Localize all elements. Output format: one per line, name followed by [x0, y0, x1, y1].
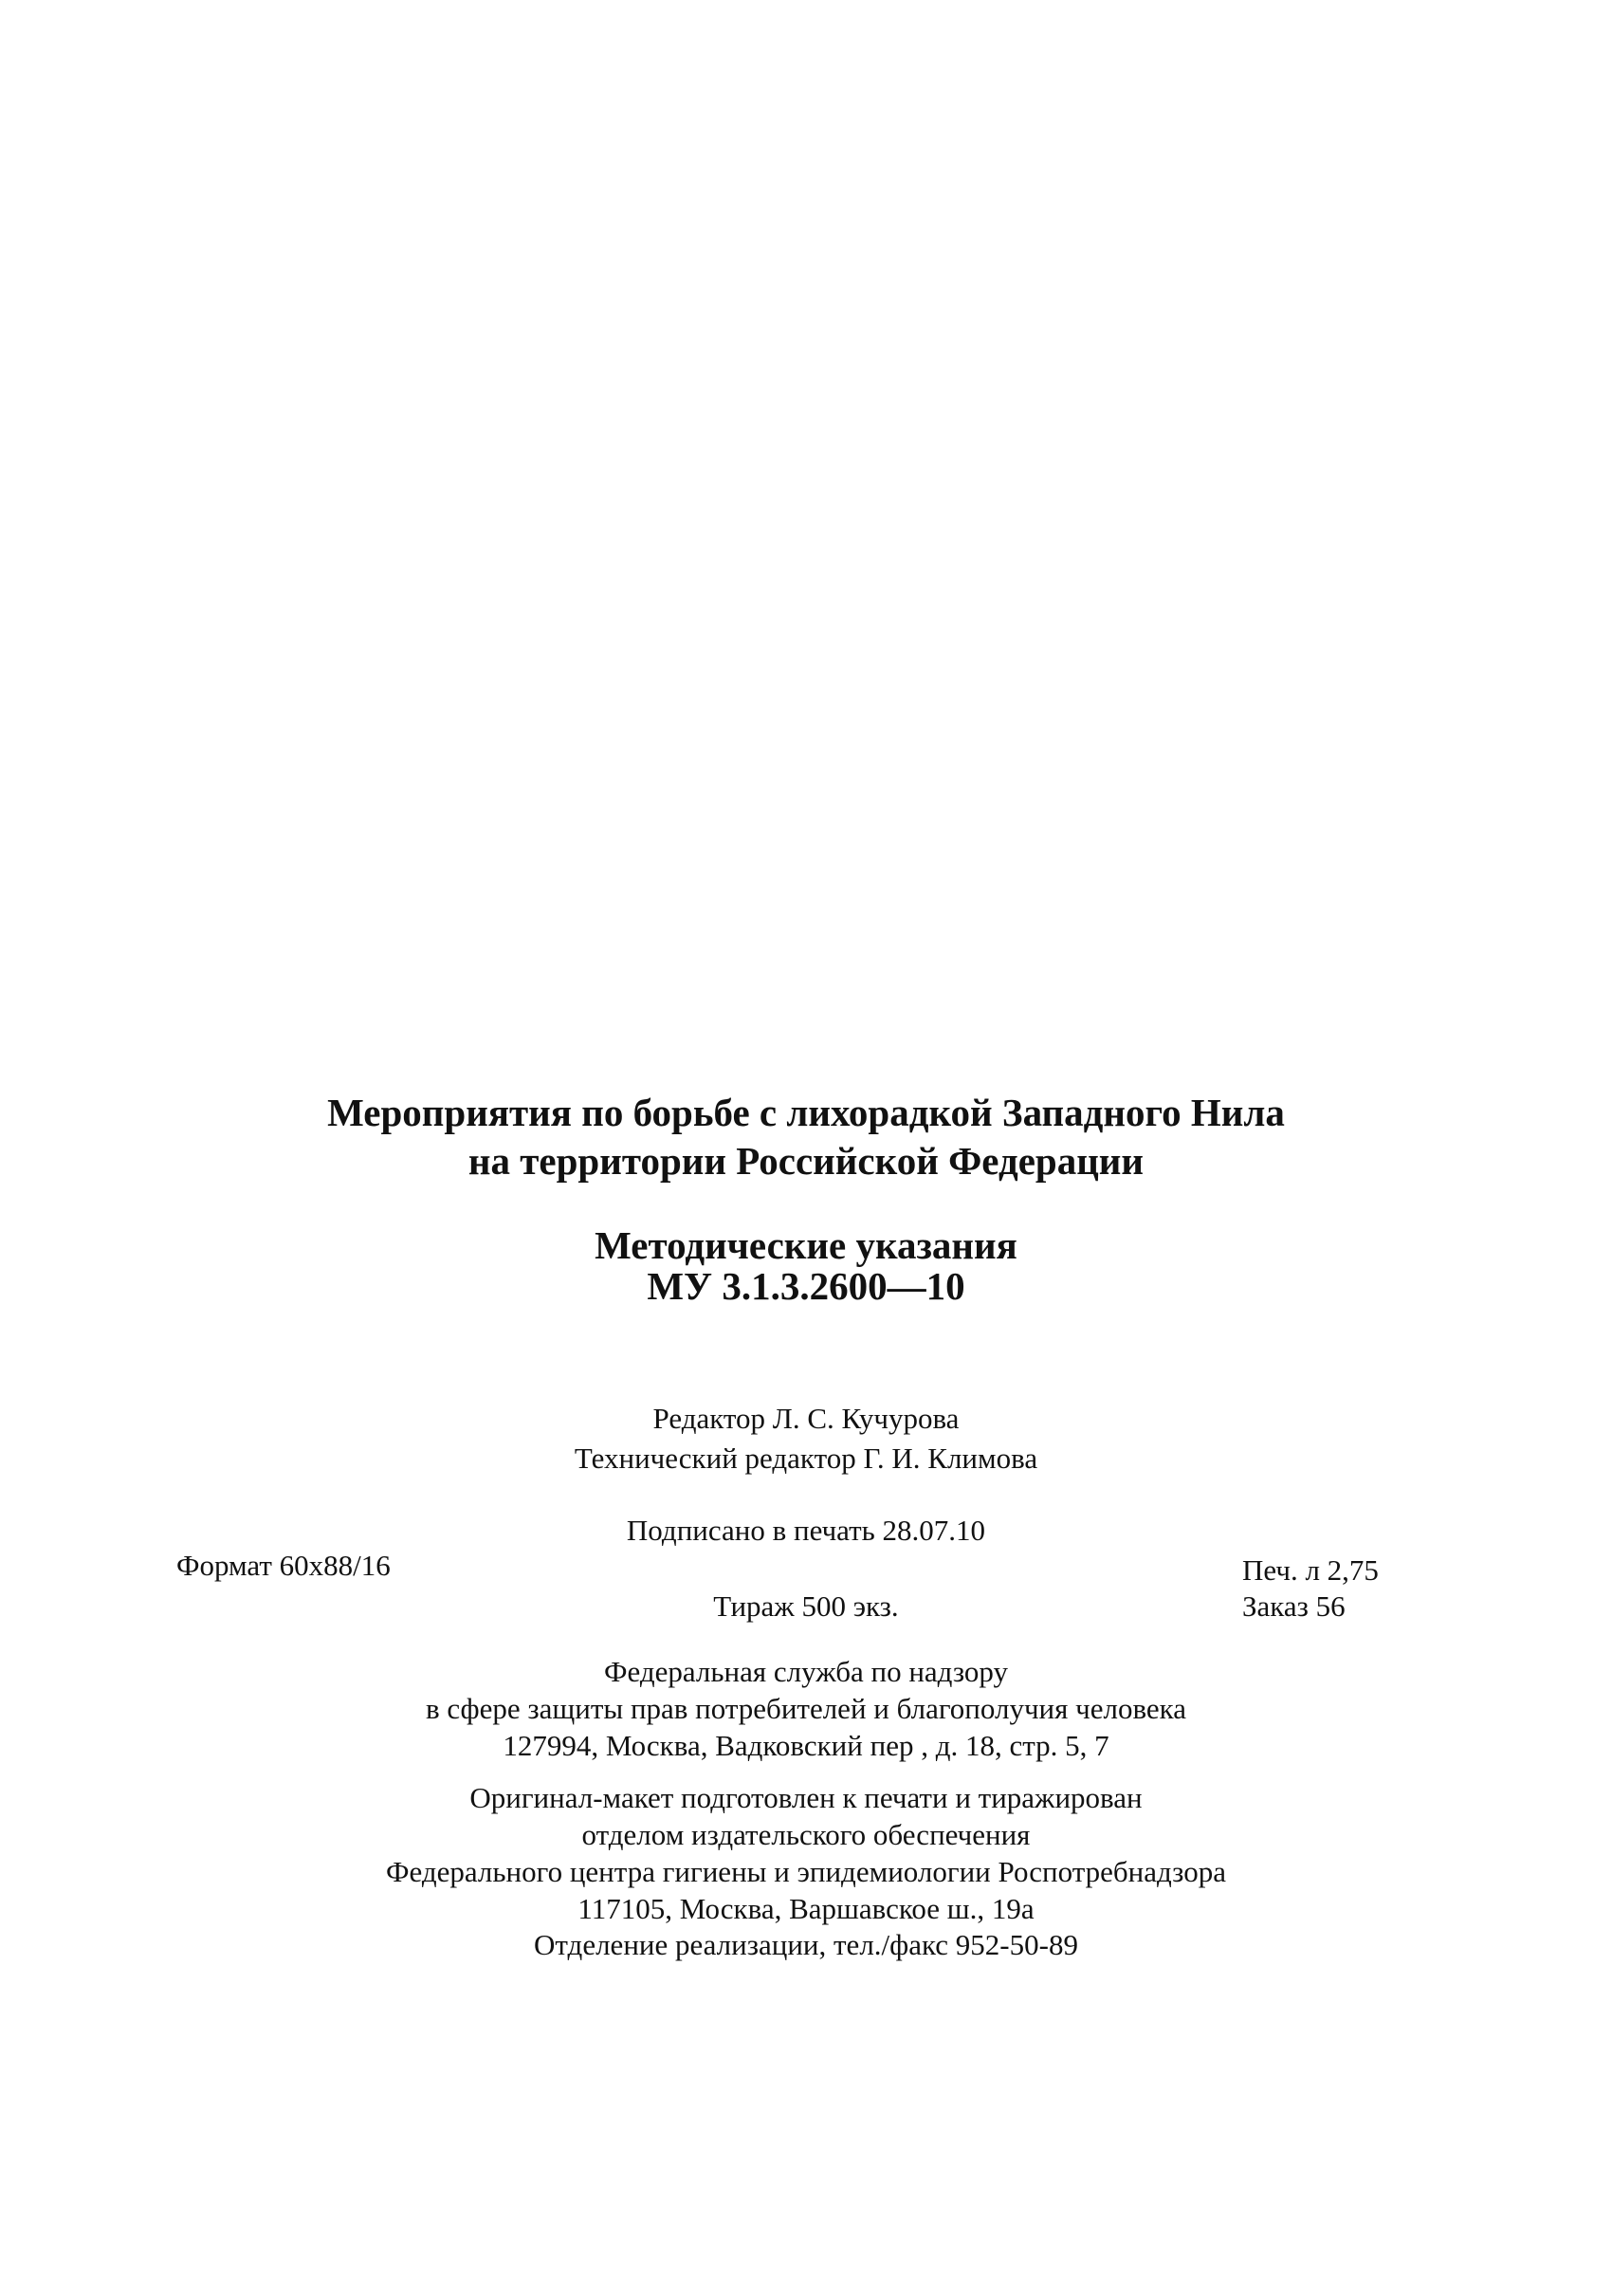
printer-line-1: Оригинал-макет подготовлен к печати и тиражирован: [469, 1781, 1143, 1814]
circulation: Тираж 500 экз.: [713, 1589, 899, 1623]
publisher-line-1: Федеральная служба по надзору: [604, 1655, 1008, 1688]
document-code: МУ 3.1.3.2600—10: [647, 1264, 965, 1308]
print-sheets: Печ. л 2,75: [1242, 1553, 1379, 1587]
document-type: Методические указания: [595, 1223, 1017, 1267]
sales-contact: Отделение реализации, тел./факс 952-50-89: [534, 1928, 1078, 1961]
printer-line-2: отделом издательского обеспечения: [581, 1818, 1031, 1851]
tech-editor-line: Технический редактор Г. И. Климова: [574, 1442, 1038, 1475]
format-info: Формат 60х88/16: [176, 1549, 391, 1582]
signed-to-print: Подписано в печать 28.07.10: [626, 1514, 986, 1547]
editor-line: Редактор Л. С. Кучурова: [652, 1402, 960, 1435]
printer-address: 117105, Москва, Варшавское ш., 19а: [577, 1892, 1035, 1925]
printer-line-3: Федерального центра гигиены и эпидемиологии Роспотребнадзора: [386, 1855, 1226, 1888]
document-title-line-1: Мероприятия по борьбе с лихорадкой Западного Нила: [327, 1091, 1285, 1134]
document-title-line-2: на территории Российской Федерации: [467, 1139, 1145, 1183]
publisher-line-2: в сфере защиты прав потребителей и благополучия человека: [425, 1692, 1187, 1725]
order-number: Заказ 56: [1242, 1589, 1346, 1623]
publisher-address: 127994, Москва, Вадковский пер , д. 18, стр. 5, 7: [503, 1729, 1109, 1762]
